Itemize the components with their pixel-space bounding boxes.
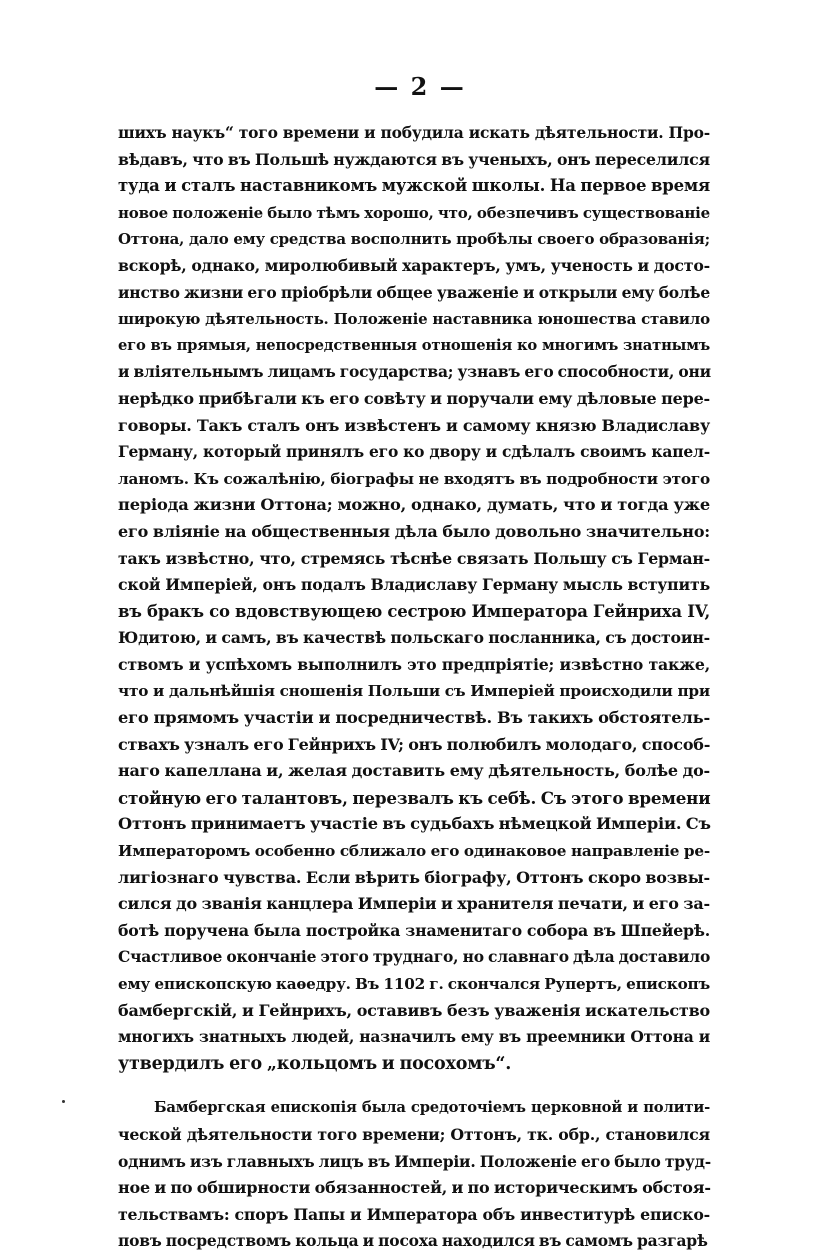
text-line: инство жизни его прiобрѣли общее уваженiе и открыли ему болѣе [118, 282, 710, 302]
text-line: ланомъ. Къ сожалѣнiю, бiографы не входятъ въ подробности этого [118, 469, 710, 488]
text-line: Юдитою, и самъ, въ качествѣ польскаго посланника, съ достоин- [118, 628, 710, 648]
text-line: его въ прямыя, непосредственныя отношенiя ко многимъ знатнымъ [118, 336, 710, 354]
text-line: многихъ знатныхъ людей, назначилъ ему въ преемники Оттона и [118, 1027, 710, 1047]
text-line: ботѣ поручена была постройка знаменитаго собора въ Шпейерѣ. [118, 920, 710, 940]
paragraph-2 [118, 1095, 710, 1255]
page-number: — 2 — [374, 72, 466, 101]
text-line: ческой дѣятельности того времени; Оттонъ, тк. обр., становился [118, 1124, 710, 1144]
text-line: Оттона, дало ему средства восполнить пробѣлы своего образованiя; [118, 230, 710, 249]
text-line: нерѣдко прибѣгали къ его совѣту и поручали ему дѣловые пере- [118, 388, 710, 408]
page-body [118, 120, 710, 1255]
text-line: вскорѣ, однако, миролюбивый характеръ, умъ, ученость и досто- [118, 255, 710, 275]
text-line: лигiознаго чувства. Если вѣрить бiографу, Оттонъ скоро возвы- [118, 867, 710, 887]
text-line: ствомъ и успѣхомъ выполнилъ это предпрiятiе; извѣстно также, [118, 654, 710, 674]
paragraph-gap [118, 1077, 710, 1095]
text-line: въ бракъ со вдовствующею сестрою Императора Гейнриха IV, [118, 601, 710, 621]
text-line: сился до званiя канцлера Имперiи и хранителя печати, и его за- [118, 894, 710, 914]
text-line: Императоромъ особенно сближало его одинаковое направленiе ре- [118, 842, 710, 861]
text-line: вѣдавъ, что въ Польшѣ нуждаются въ ученыхъ, онъ переселился [118, 149, 710, 169]
text-line: ное и по обширности обязанностей, и по историческимъ обстоя- [118, 1178, 711, 1198]
text-line: ствахъ узналъ его Гейнрихъ IV; онъ полюбилъ молодаго, способ- [118, 734, 711, 754]
text-line: Оттонъ принимаетъ участiе въ судьбахъ нѣмецкой Имперiи. Съ [118, 814, 711, 834]
text-line: Счастливое окончанiе этого труднаго, но славнаго дѣла доставило [118, 947, 711, 967]
text-line: Бамбергская епископiя была средоточiемъ церковной и полити- [154, 1099, 710, 1117]
text-line: новое положенiе было тѣмъ хорошо, что, обезпечивъ существованiе [118, 203, 710, 222]
text-line: Герману, который принялъ его ко двору и сдѣлалъ своимъ капел- [118, 442, 710, 462]
text-line: однимъ изъ главныхъ лицъ въ Имперiи. Положенiе его было труд- [118, 1151, 711, 1171]
text-line: широкую дѣятельность. Положенiе наставника юношества ставило [118, 310, 710, 329]
text-line: перiода жизни Оттона; можно, однако, думать, что и тогда уже [118, 495, 710, 515]
text-line: наго капеллана и, желая доставить ему дѣятельность, болѣе до- [118, 761, 710, 781]
text-line: утвердилъ его „кольцомъ и посохомъ“. [118, 1053, 512, 1074]
text-line: говоры. Такъ сталъ онъ извѣстенъ и самому князю Владиславу [118, 415, 710, 435]
text-line: его прямомъ участiи и посредничествѣ. Въ такихъ обстоятель- [118, 708, 710, 728]
text-line: туда и сталъ наставникомъ мужской школы. На первое время [118, 176, 710, 196]
text-line: ему епископскую каѳедру. Въ 1102 г. скончался Рупертъ, епископъ [118, 975, 710, 993]
text-line: повъ посредствомъ кольца и посоха находился въ самомъ разгарѣ [118, 1231, 708, 1251]
text-line: ской Имперiей, онъ подалъ Владиславу Герману мысль вступить [118, 575, 710, 595]
text-line: стойную его талантовъ, перезвалъ къ себѣ. Съ этого времени [118, 787, 711, 808]
paragraph-1 [118, 120, 710, 1077]
text-line: бамбергскiй, и Гейнрихъ, оставивъ безъ уваженiя искательство [118, 1000, 710, 1020]
text-line: его влiянiе на общественныя дѣла было довольно значительно: [118, 521, 710, 541]
text-line: и влiятельнымъ лицамъ государства; узнавъ его способности, они [118, 362, 711, 382]
text-line: что и дальнѣйшiя сношенiя Польши съ Имперiей происходили при [118, 682, 710, 701]
print-speck [62, 1100, 65, 1103]
text-line: тельствамъ: споръ Папы и Императора объ инвеститурѣ еписко- [118, 1204, 710, 1224]
text-line: шихъ наукъ“ того времени и побудила искать дѣятельности. Про- [118, 123, 710, 142]
text-line: такъ извѣстно, что, стремясь тѣснѣе связать Польшу съ Герман- [118, 548, 710, 568]
